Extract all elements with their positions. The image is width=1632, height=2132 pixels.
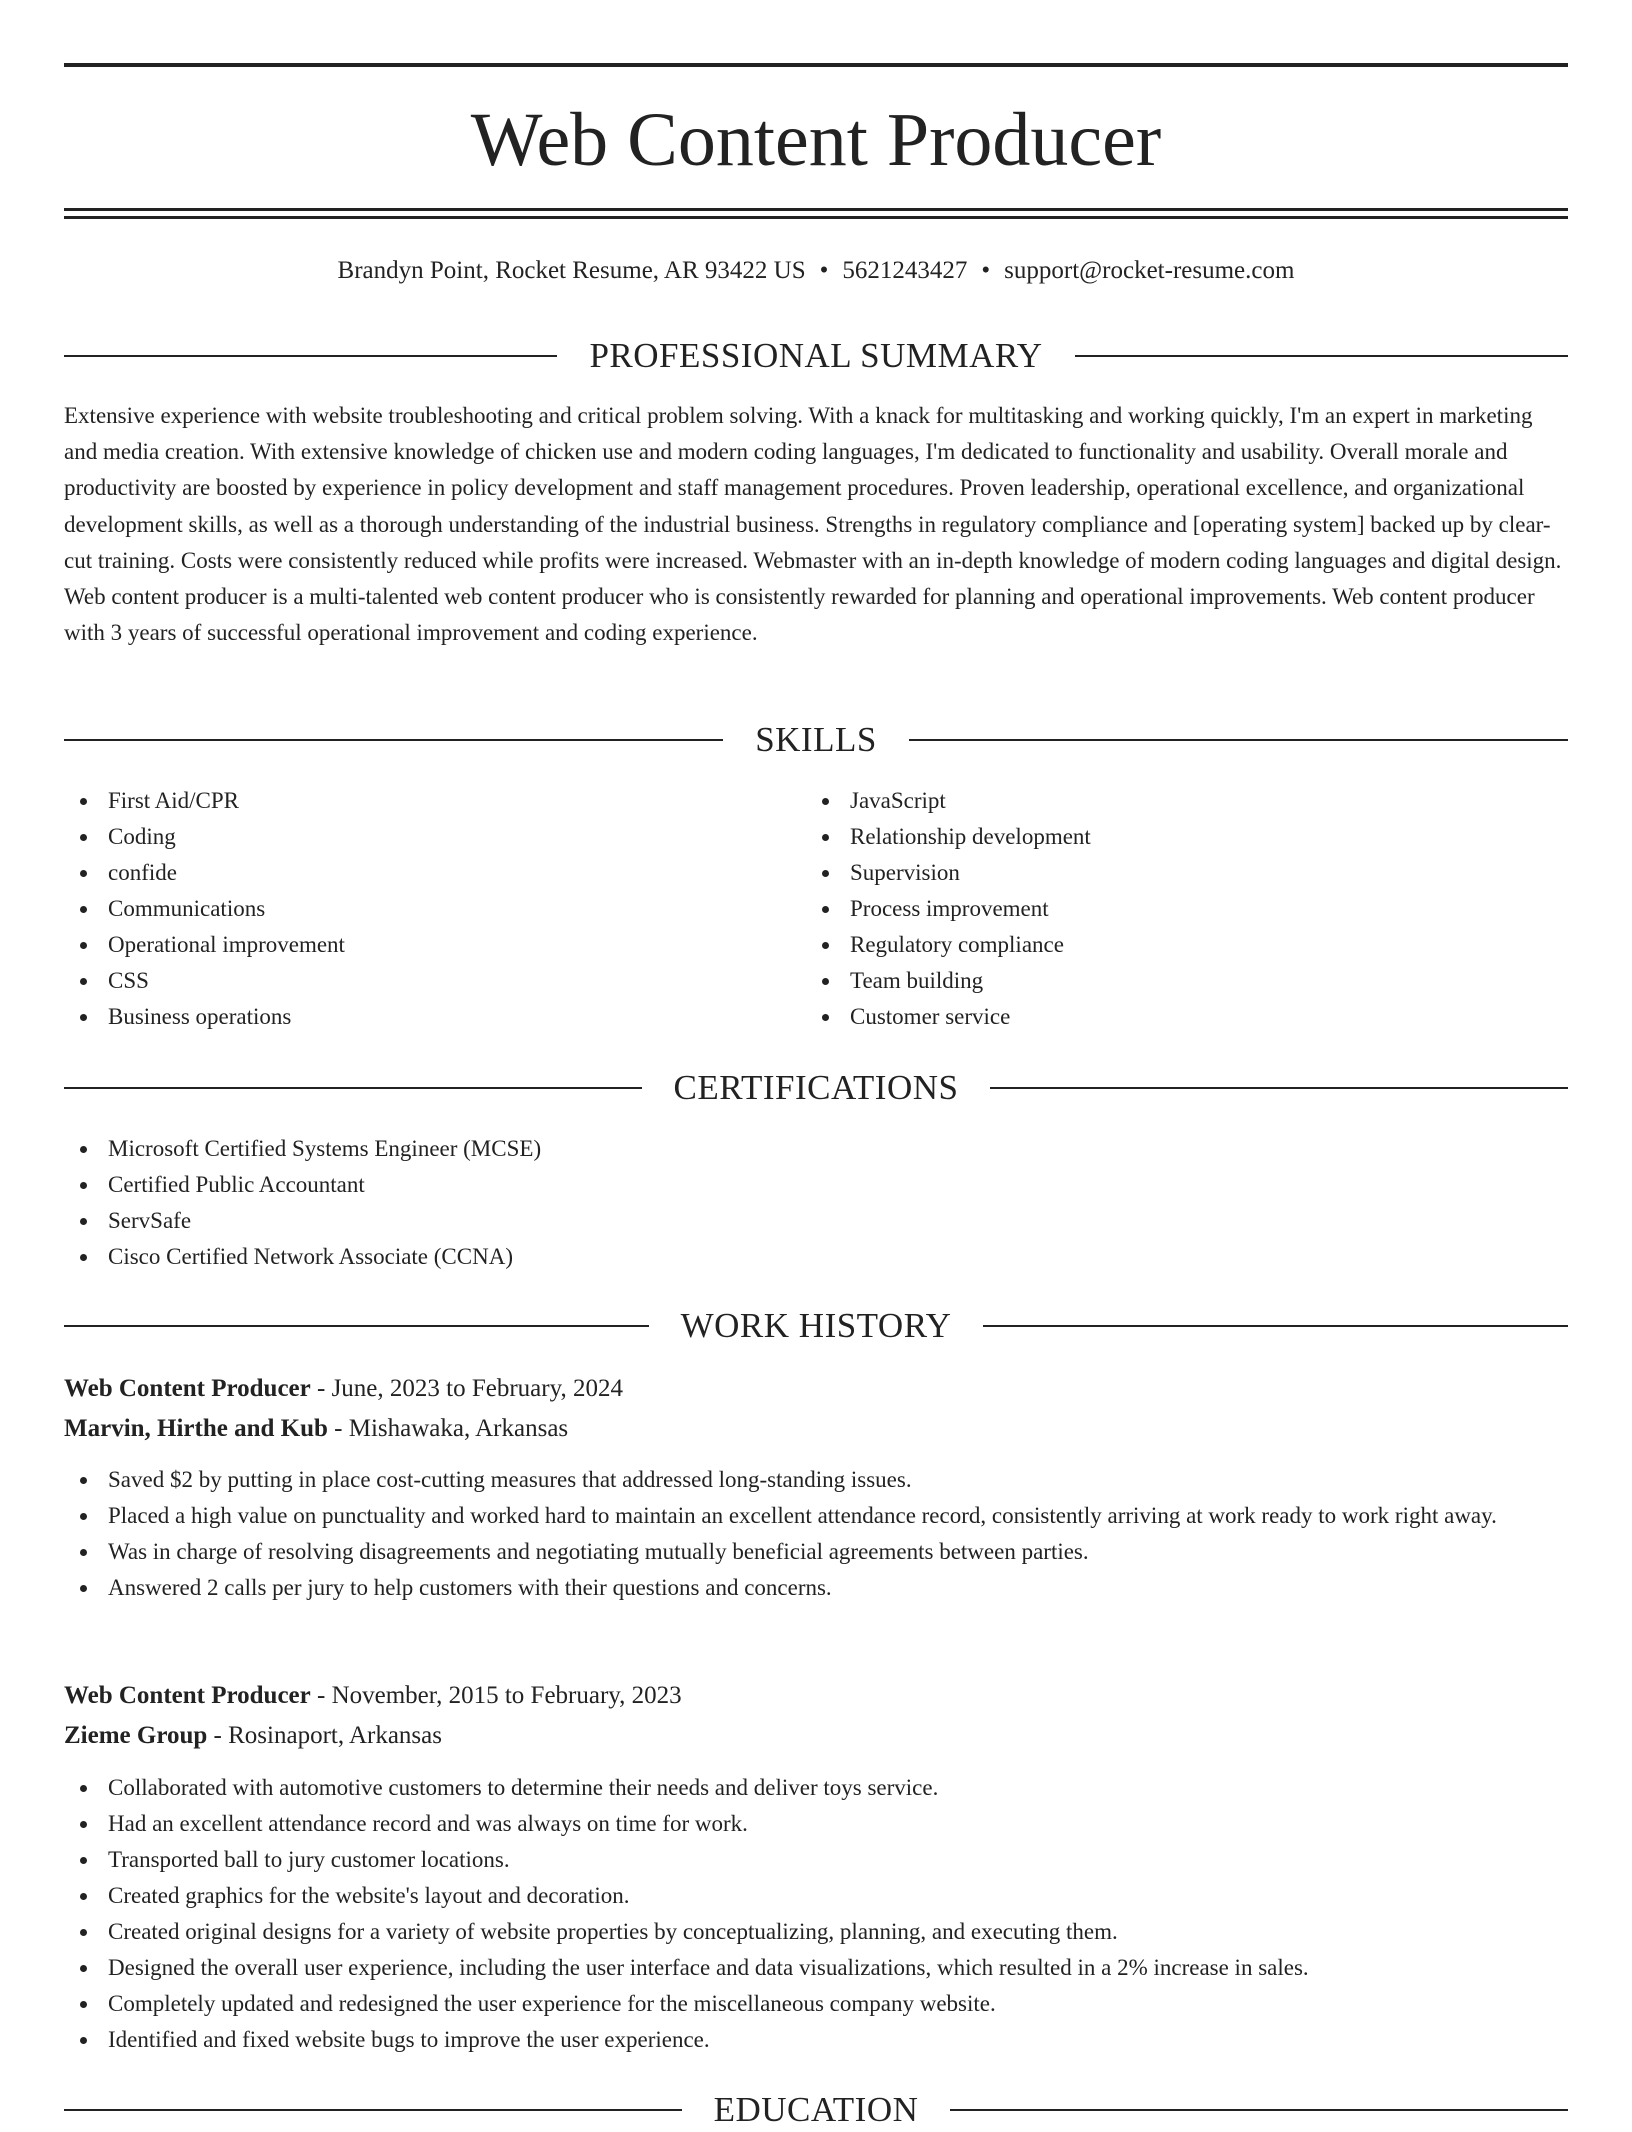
certification-item: Microsoft Certified Systems Engineer (MCSE) bbox=[64, 1131, 1568, 1167]
certifications-heading-label: CERTIFICATIONS bbox=[673, 1068, 959, 1107]
skill-item: Relationship development bbox=[806, 819, 1546, 855]
job-company-line bbox=[64, 1409, 1568, 1449]
job-entry bbox=[64, 1676, 1568, 1756]
job-location: - Rosinaport, Arkansas bbox=[207, 1722, 442, 1749]
skills-heading-label: SKILLS bbox=[755, 720, 877, 759]
contact-line bbox=[64, 254, 1568, 288]
certification-item: Cisco Certified Network Associate (CCNA) bbox=[64, 1239, 1568, 1275]
skill-item: Customer service bbox=[806, 999, 1546, 1035]
heading-rule-right bbox=[983, 1325, 1568, 1327]
job-bullet: Had an excellent attendance record and was always on time for work. bbox=[64, 1806, 1568, 1842]
contact-separator: • bbox=[981, 257, 991, 284]
contact-separator: • bbox=[819, 257, 829, 284]
certification-item: ServSafe bbox=[64, 1203, 1568, 1239]
skills-heading bbox=[64, 718, 1568, 762]
job-company-line bbox=[64, 1716, 1568, 1756]
job-bullet: Answered 2 calls per jury to help customers with their questions and concerns. bbox=[64, 1570, 1568, 1606]
skill-item: Communications bbox=[64, 891, 804, 927]
job-bullet: Collaborated with automotive customers to determine their needs and deliver toys service. bbox=[64, 1770, 1568, 1806]
job-role: Web Content Producer bbox=[64, 1682, 311, 1709]
heading-rule-right bbox=[950, 2109, 1568, 2111]
heading-rule-right bbox=[1075, 355, 1568, 357]
skills-list-right bbox=[806, 783, 1546, 1035]
heading-rule-left bbox=[64, 1087, 642, 1089]
resume-title: Web Content Producer bbox=[470, 98, 1162, 182]
job-title-line bbox=[64, 1369, 1568, 1409]
job-bullet: Designed the overall user experience, including the user interface and data visualizations, which resulted in a 2% increase in sales. bbox=[64, 1950, 1568, 1986]
skill-item: Business operations bbox=[64, 999, 804, 1035]
job-dates: - June, 2023 to February, 2024 bbox=[310, 1375, 623, 1402]
certifications-heading bbox=[64, 1066, 1568, 1110]
work-heading bbox=[64, 1304, 1568, 1348]
header-top-rule bbox=[64, 63, 1568, 67]
job-bullet: Transported ball to jury customer locations. bbox=[64, 1842, 1568, 1878]
heading-rule-left bbox=[64, 739, 723, 741]
summary-heading-label: PROFESSIONAL SUMMARY bbox=[589, 336, 1043, 375]
certifications-list bbox=[64, 1131, 1568, 1275]
skill-item: Coding bbox=[64, 819, 804, 855]
contact-address: Brandyn Point, Rocket Resume, AR 93422 US bbox=[337, 257, 806, 284]
job-entry bbox=[64, 1369, 1568, 1449]
job-bullet: Placed a high value on punctuality and worked hard to maintain an excellent attendance record, consistently arriving at work ready to work right away. bbox=[64, 1498, 1568, 1534]
job-title-line bbox=[64, 1676, 1568, 1716]
skill-item: First Aid/CPR bbox=[64, 783, 804, 819]
summary-heading bbox=[64, 334, 1568, 378]
summary-text: Extensive experience with website troubleshooting and critical problem solving. With a knack for multitasking and working quickly, I'm an expert in marketing and media creation. With extensive knowledge of chicken use and modern coding languages, I'm dedicated to functionality and usability. Overall morale and productivity are boosted by experience in policy development and staff management procedures. Proven leadership, operational excellence, and organizational development skills, as well as a thorough understanding of the industrial business. Strengths in regulatory compliance and [operating system] backed up by clear-cut training. Costs were consistently reduced while profits were increased. Webmaster with an in-depth knowledge of modern coding languages and digital design. Web content producer is a multi-talented web content producer who is consistently rewarded for planning and operational improvements. Web content producer with 3 years of successful operational improvement and coding experience. bbox=[64, 403, 1562, 646]
job-dates: - November, 2015 to February, 2023 bbox=[310, 1682, 682, 1709]
job-bullet: Saved $2 by putting in place cost-cutting measures that addressed long-standing issues. bbox=[64, 1462, 1568, 1498]
education-heading-label: EDUCATION bbox=[713, 2090, 919, 2129]
skill-item: JavaScript bbox=[806, 783, 1546, 819]
heading-rule-right bbox=[909, 739, 1568, 741]
heading-rule-right bbox=[990, 1087, 1568, 1089]
job-bullet: Identified and fixed website bugs to improve the user experience. bbox=[64, 2022, 1568, 2058]
contact-phone: 5621243427 bbox=[842, 257, 968, 284]
skill-item: Process improvement bbox=[806, 891, 1546, 927]
skill-item: Operational improvement bbox=[64, 927, 804, 963]
education-heading bbox=[64, 2088, 1568, 2132]
job-bullets bbox=[64, 1770, 1568, 2058]
skills-list-left bbox=[64, 783, 804, 1035]
header-bottom-rule bbox=[64, 208, 1568, 211]
job-company: Marvin, Hirthe and Kub bbox=[64, 1415, 328, 1442]
job-bullet: Was in charge of resolving disagreements and negotiating mutually beneficial agreements between parties. bbox=[64, 1534, 1568, 1570]
job-bullet: Created original designs for a variety of website properties by conceptualizing, planning, and executing them. bbox=[64, 1914, 1568, 1950]
job-bullet: Created graphics for the website's layout and decoration. bbox=[64, 1878, 1568, 1914]
job-bullets bbox=[64, 1462, 1568, 1606]
header-bottom-rule-second bbox=[64, 216, 1568, 219]
skill-item: Team building bbox=[806, 963, 1546, 999]
heading-rule-left bbox=[64, 1325, 649, 1327]
job-role: Web Content Producer bbox=[64, 1375, 311, 1402]
heading-rule-left bbox=[64, 2109, 682, 2111]
heading-rule-left bbox=[64, 355, 557, 357]
contact-email: support@rocket-resume.com bbox=[1004, 257, 1295, 284]
job-bullet: Completely updated and redesigned the user experience for the miscellaneous company website. bbox=[64, 1986, 1568, 2022]
skill-item: CSS bbox=[64, 963, 804, 999]
skill-item: Regulatory compliance bbox=[806, 927, 1546, 963]
certification-item: Certified Public Accountant bbox=[64, 1167, 1568, 1203]
work-heading-label: WORK HISTORY bbox=[680, 1306, 952, 1345]
job-location: - Mishawaka, Arkansas bbox=[327, 1415, 569, 1442]
skill-item: confide bbox=[64, 855, 804, 891]
skill-item: Supervision bbox=[806, 855, 1546, 891]
job-company: Zieme Group bbox=[64, 1722, 208, 1749]
